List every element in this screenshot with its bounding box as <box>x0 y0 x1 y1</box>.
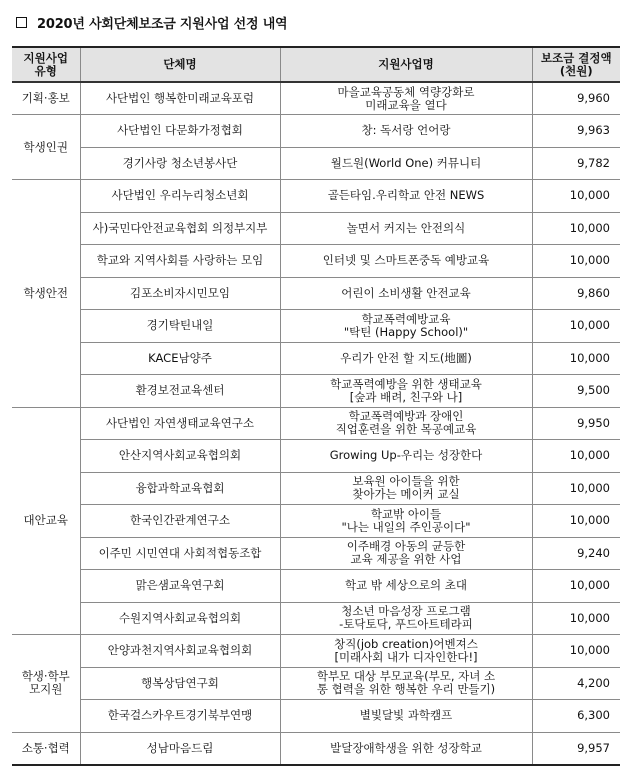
table-row <box>12 147 620 180</box>
table-row <box>12 570 620 603</box>
cell-amount: 9,782 <box>532 147 620 180</box>
project-line: 찾아가는 메이커 교실 <box>352 487 460 502</box>
project-line: 미래교육을 열다 <box>365 97 447 112</box>
cell-organization: 성남마음드림 <box>80 732 280 765</box>
cell-organization: 융합과학교육협회 <box>80 472 280 505</box>
cell-amount: 10,000 <box>532 570 620 603</box>
header-row <box>12 47 620 82</box>
cell-amount: 10,000 <box>532 440 620 473</box>
cell-project <box>280 667 532 700</box>
table-row <box>12 635 620 668</box>
cell-project <box>280 342 532 375</box>
cell-organization: 안산지역사회교육협의회 <box>80 440 280 473</box>
cell-amount: 10,000 <box>532 342 620 375</box>
cell-amount: 10,000 <box>532 602 620 635</box>
cell-organization: 행복상담연구회 <box>80 667 280 700</box>
cell-project <box>280 310 532 343</box>
table-row <box>12 310 620 343</box>
cell-project <box>280 212 532 245</box>
cell-project <box>280 375 532 408</box>
table-body <box>12 82 620 765</box>
cell-project <box>280 440 532 473</box>
cell-organization: 환경보전교육센터 <box>80 375 280 408</box>
cell-amount: 10,000 <box>532 505 620 538</box>
cell-amount: 9,963 <box>532 115 620 148</box>
cell-amount: 10,000 <box>532 180 620 213</box>
project-line: 학교 밖 세상으로의 초대 <box>344 578 468 593</box>
project-line: 교육 제공을 위한 사업 <box>350 552 462 567</box>
project-line: 학교폭력예방교육 <box>361 311 451 326</box>
project-line: 창직(job creation)어벤져스 <box>334 636 478 651</box>
cell-amount: 10,000 <box>532 472 620 505</box>
table-row <box>12 342 620 375</box>
cell-project <box>280 245 532 278</box>
cell-project <box>280 570 532 603</box>
cell-project <box>280 277 532 310</box>
table-row <box>12 667 620 700</box>
table-row <box>12 82 620 115</box>
cell-support-type: 학생안전 <box>12 180 80 408</box>
project-line: 마을교육공동체 역량강화로 <box>337 84 475 99</box>
cell-organization: 사단법인 우리누리청소년회 <box>80 180 280 213</box>
cell-project <box>280 602 532 635</box>
table-row <box>12 245 620 278</box>
cell-support-type: 대안교육 <box>12 407 80 635</box>
cell-project <box>280 537 532 570</box>
project-line: 직업훈련을 위한 목공예교육 <box>335 422 477 437</box>
project-line: [미래사회 내가 디자인한다!] <box>334 649 478 664</box>
table-row <box>12 602 620 635</box>
table-row <box>12 277 620 310</box>
project-line: 학부모 대상 부모교육(부모, 자녀 소 <box>316 669 496 684</box>
project-line: 우리가 안전 할 지도(地圖) <box>340 350 472 365</box>
project-line: 학교폭력예방과 장애인 <box>348 409 464 424</box>
project-line: 청소년 마음성장 프로그램 <box>341 604 471 619</box>
project-line: 학교밖 아이들 <box>370 506 442 521</box>
cell-project <box>280 82 532 115</box>
table-row <box>12 407 620 440</box>
cell-organization: 이주민 시민연대 사회적협동조합 <box>80 537 280 570</box>
cell-project <box>280 635 532 668</box>
cell-project <box>280 700 532 733</box>
cell-project <box>280 115 532 148</box>
cell-organization: 사단법인 자연생태교육연구소 <box>80 407 280 440</box>
cell-support-type: 기획·홍보 <box>12 82 80 115</box>
project-line: [숲과 배려, 친구와 나] <box>349 389 463 404</box>
project-line: 인터넷 및 스마트폰중독 예방교육 <box>322 253 490 268</box>
table-row <box>12 537 620 570</box>
cell-organization: 수원지역사회교육협의회 <box>80 602 280 635</box>
cell-amount: 10,000 <box>532 212 620 245</box>
cell-organization: 사)국민다안전교육협회 의정부지부 <box>80 212 280 245</box>
cell-organization: 안양과천지역사회교육협의회 <box>80 635 280 668</box>
document-title <box>16 12 287 32</box>
project-line: 월드원(World One) 커뮤니티 <box>330 155 482 170</box>
cell-amount: 6,300 <box>532 700 620 733</box>
project-line: "나는 내일의 주인공이다" <box>341 519 471 534</box>
cell-amount: 9,960 <box>532 82 620 115</box>
cell-amount: 9,500 <box>532 375 620 408</box>
table-row <box>12 212 620 245</box>
cell-organization: 김포소비자시민모임 <box>80 277 280 310</box>
table-row <box>12 115 620 148</box>
cell-organization: 학교와 지역사회를 사랑하는 모임 <box>80 245 280 278</box>
project-line: 어린이 소비생활 안전교육 <box>341 285 471 300</box>
cell-project <box>280 732 532 765</box>
project-line: 별빛달빛 과학캠프 <box>359 708 453 723</box>
project-line: 보육원 아이들을 위한 <box>352 474 460 489</box>
project-line: 창: 독서랑 언어랑 <box>361 123 451 138</box>
cell-organization: 사단법인 다문화가정협회 <box>80 115 280 148</box>
cell-organization: KACE남양주 <box>80 342 280 375</box>
project-line: -토닥토닥, 푸드아트테라피 <box>339 617 473 632</box>
cell-organization: 한국인간관계연구소 <box>80 505 280 538</box>
project-line: 놀면서 커지는 안전의식 <box>346 220 466 235</box>
table-row <box>12 180 620 213</box>
table-row <box>12 375 620 408</box>
table-row <box>12 700 620 733</box>
cell-amount: 9,957 <box>532 732 620 765</box>
cell-project <box>280 472 532 505</box>
cell-amount: 9,860 <box>532 277 620 310</box>
cell-support-type: 학생인권 <box>12 115 80 180</box>
header-type: 지원사업 유형 <box>12 47 80 82</box>
project-line: "탁틴 (Happy School)" <box>343 324 469 339</box>
cell-organization: 맑은샘교육연구회 <box>80 570 280 603</box>
cell-organization: 경기사랑 청소년봉사단 <box>80 147 280 180</box>
cell-project <box>280 180 532 213</box>
cell-amount: 9,240 <box>532 537 620 570</box>
project-line: 이주배경 아동의 균등한 <box>346 539 466 554</box>
cell-organization: 한국걸스카우트경기북부연맹 <box>80 700 280 733</box>
cell-amount: 10,000 <box>532 635 620 668</box>
cell-project <box>280 147 532 180</box>
cell-support-type: 학생·학부 모지원 <box>12 635 80 733</box>
header-amount: 보조금 결정액 (천원) <box>532 47 620 82</box>
cell-organization: 경기탁틴내일 <box>80 310 280 343</box>
project-line: 골든타임.우리학교 안전 NEWS <box>327 188 485 203</box>
square-bullet-icon <box>16 17 27 28</box>
cell-project <box>280 407 532 440</box>
cell-amount: 4,200 <box>532 667 620 700</box>
cell-amount: 9,950 <box>532 407 620 440</box>
project-line: Growing Up-우리는 성장한다 <box>329 448 483 463</box>
table-row <box>12 732 620 765</box>
title-text: 2020년 사회단체보조금 지원사업 선정 내역 <box>37 16 288 32</box>
project-line: 통 협력을 위한 행복한 우리 만들기) <box>316 682 496 697</box>
cell-support-type: 소통·협력 <box>12 732 80 765</box>
table-row <box>12 440 620 473</box>
table-row <box>12 472 620 505</box>
project-line: 발달장애학생을 위한 성장학교 <box>330 740 482 755</box>
table-row <box>12 505 620 538</box>
cell-project <box>280 505 532 538</box>
project-line: 학교폭력예방을 위한 생태교육 <box>330 376 482 391</box>
header-org: 단체명 <box>80 47 280 82</box>
cell-organization: 사단법인 행복한미래교육포럼 <box>80 82 280 115</box>
cell-amount: 10,000 <box>532 245 620 278</box>
cell-amount: 10,000 <box>532 310 620 343</box>
header-project: 지원사업명 <box>280 47 532 82</box>
grant-selection-table <box>12 46 620 766</box>
